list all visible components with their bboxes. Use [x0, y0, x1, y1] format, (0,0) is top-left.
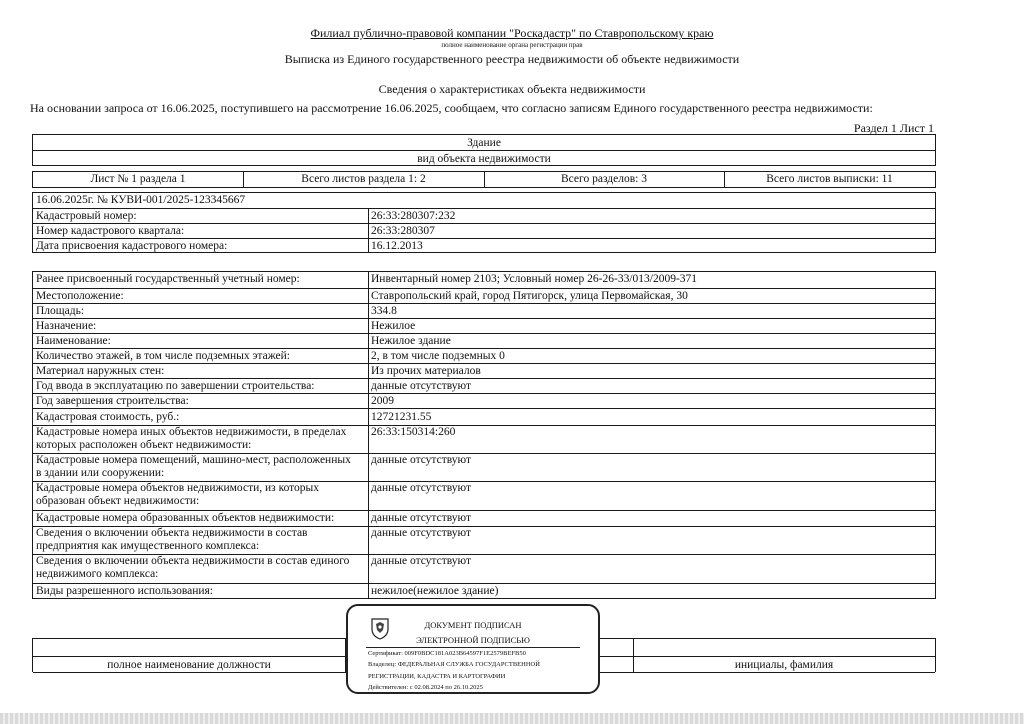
row-value: 26:33:150314:260 [371, 426, 456, 438]
document-title: Выписка из Единого государственного реестра недвижимости об объекте недвижимости [284, 52, 740, 66]
row-label: Назначение: [36, 320, 97, 332]
row-value: Ставропольский край, город Пятигорск, улица Первомайская, 30 [371, 290, 688, 302]
scan-edge [0, 713, 1024, 724]
organization-caption: полное наименование органа регистрации прав [441, 41, 583, 49]
row-value: данные отсутствуют [371, 454, 471, 466]
row-value: данные отсутствуют [371, 555, 471, 567]
row-label: Кадастровые номера образованных объектов недвижимости: [36, 512, 335, 524]
ident-table [32, 192, 936, 253]
row-label: Год ввода в эксплуатацию по завершении строительства: [36, 380, 315, 392]
electronic-signature-stamp [346, 604, 600, 694]
section-title: Сведения о характеристиках объекта недвижимости [378, 82, 646, 96]
organization-title: Филиал публично-правовой компании "Роскадастр" по Ставропольскому краю [310, 26, 714, 40]
object-type-table [32, 134, 936, 166]
position-caption: полное наименование должности [107, 659, 271, 671]
row-label: Дата присвоения кадастрового номера: [36, 240, 228, 252]
object-type: Здание [467, 137, 501, 149]
row-value: Нежилое здание [371, 335, 451, 347]
row-label: Кадастровый номер: [36, 210, 137, 222]
row-value: нежилое(нежилое здание) [371, 585, 499, 597]
stamp-owner-line1: Владелец: ФЕДЕРАЛЬНАЯ СЛУЖБА ГОСУДАРСТВЕННОЙ [368, 661, 540, 668]
stamp-line2: ЭЛЕКТРОННОЙ ПОДПИСЬЮ [416, 635, 530, 645]
row-label: Наименование: [36, 335, 111, 347]
extract-number: 16.06.2025г. № КУВИ-001/2025-123345667 [36, 194, 246, 206]
row-label: Номер кадастрового квартала: [36, 225, 185, 237]
sheet-number: Лист № 1 раздела 1 [90, 173, 186, 185]
row-value: 2, в том числе подземных 0 [371, 350, 505, 362]
cadastral-quarter: 26:33:280307 [371, 225, 435, 237]
row-value: данные отсутствуют [371, 512, 471, 524]
stamp-line1: ДОКУМЕНТ ПОДПИСАН [424, 620, 522, 630]
details-table [32, 271, 936, 599]
object-type-caption: вид объекта недвижимости [417, 153, 551, 165]
assignment-date: 16.12.2013 [371, 240, 423, 252]
stamp-certificate: Сертификат: 009F0BDC181A023B64597F1E2579BEFB50 [368, 650, 526, 657]
stamp-owner-line2: РЕГИСТРАЦИИ, КАДАСТРА И КАРТОГРАФИИ [368, 673, 506, 680]
row-value: 12721231.55 [371, 411, 432, 423]
row-value: 334.8 [371, 305, 397, 317]
row-value: Нежилое [371, 320, 416, 332]
row-value: данные отсутствуют [371, 482, 471, 494]
table-row [33, 208, 935, 223]
row-label: Год завершения строительства: [36, 395, 189, 407]
row-value: данные отсутствуют [371, 380, 471, 392]
row-label: Виды разрешенного использования: [36, 585, 213, 597]
stamp-validity: Действителен: с 02.08.2024 по 26.10.2025 [368, 684, 483, 691]
row-label: Количество этажей, в том числе подземных этажей: [36, 350, 290, 362]
total-extract-sheets: Всего листов выписки: 11 [766, 173, 893, 185]
row-label: Кадастровые номера объектов недвижимости, из которых образован объект недвижимости: [36, 482, 320, 507]
table-row [33, 238, 935, 253]
row-value: данные отсутствуют [371, 527, 471, 539]
table-row [33, 223, 935, 238]
intro-text: На основании запроса от 16.06.2025, поступившего на рассмотрение 16.06.2025, сообщаем, что согласно записям Единого государственного реестра недвижимости: [30, 101, 873, 115]
sheet-info-row [32, 171, 936, 188]
sheet-reference: Раздел 1 Лист 1 [853, 121, 934, 135]
row-label: Ранее присвоенный государственный учетный номер: [36, 273, 300, 285]
row-value: 2009 [371, 395, 394, 407]
cadastral-number: 26:33:280307:232 [371, 210, 456, 222]
row-label: Местоположение: [36, 290, 124, 302]
row-label: Сведения о включении объекта недвижимости в состав единого недвижимого комплекса: [36, 555, 350, 580]
row-label: Материал наружных стен: [36, 365, 165, 377]
total-section-sheets: Всего листов раздела 1: 2 [301, 173, 426, 185]
total-sections: Всего разделов: 3 [561, 173, 647, 185]
row-label: Кадастровые номера помещений, машино-мест, расположенных в здании или сооружении: [36, 454, 351, 479]
row-label: Сведения о включении объекта недвижимости в состав предприятия как имущественного комплекса: [36, 527, 308, 552]
row-value: Инвентарный номер 2103; Условный номер 26-26-33/013/2009-371 [371, 273, 698, 285]
initials-caption: инициалы, фамилия [734, 659, 834, 671]
row-label: Кадастровая стоимость, руб.: [36, 411, 180, 423]
row-label: Кадастровые номера иных объектов недвижимости, в пределах которых расположен объект недвижимости: [36, 426, 347, 451]
row-label: Площадь: [36, 305, 85, 317]
row-value: Из прочих материалов [371, 365, 481, 377]
